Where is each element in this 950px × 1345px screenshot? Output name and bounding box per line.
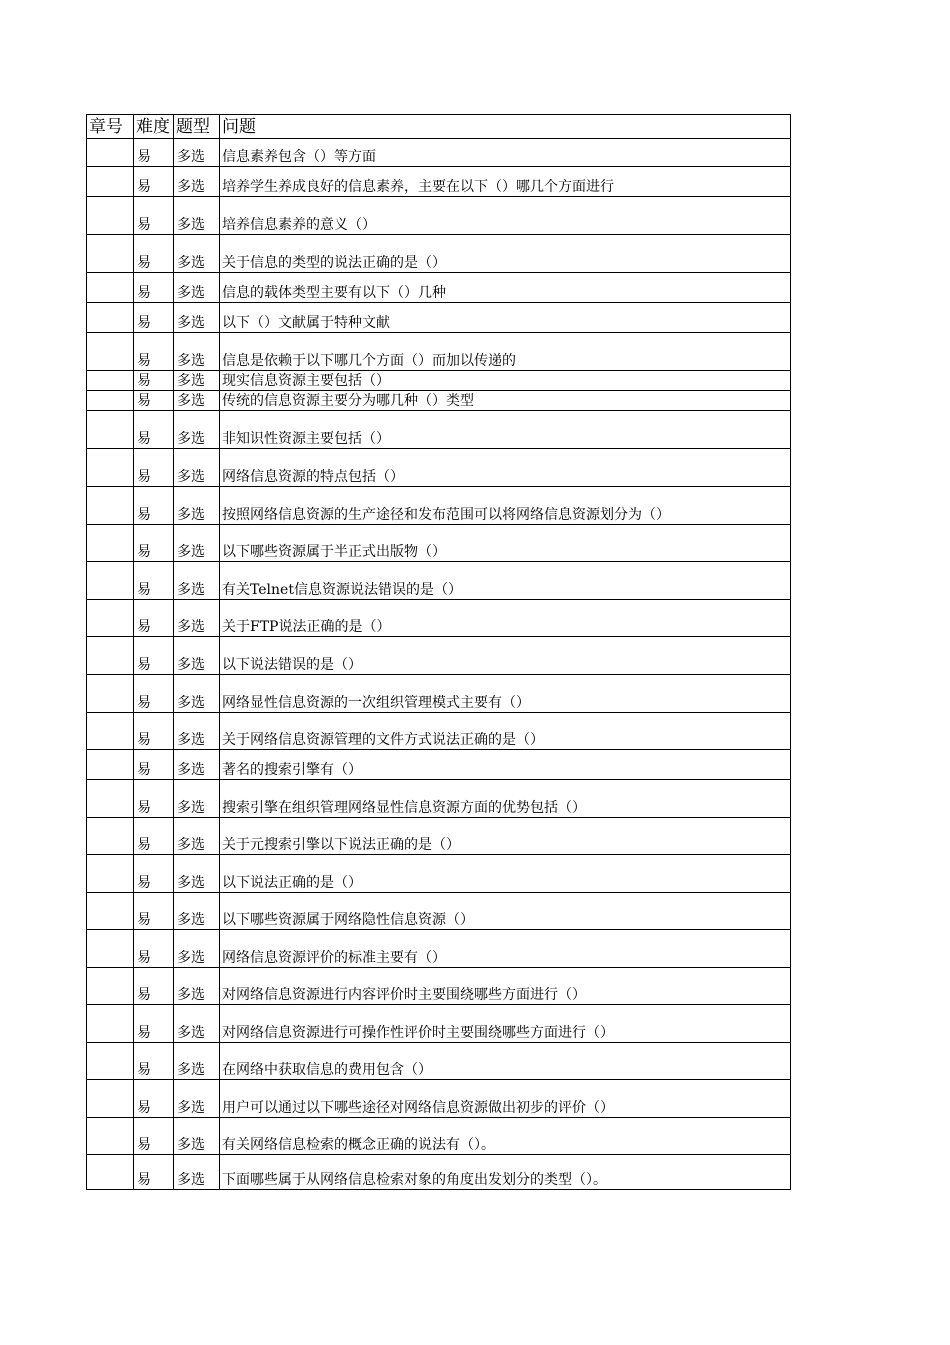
question-table-body: [87, 115, 791, 1190]
cell-chapter[interactable]: [87, 303, 134, 333]
cell-question[interactable]: 下面哪些属于从网络信息检索对象的角度出发划分的类型（）。: [220, 1155, 791, 1190]
cell-question[interactable]: 关于元搜索引擎以下说法正确的是（）: [220, 818, 791, 855]
cell-type[interactable]: 多选: [174, 139, 220, 167]
cell-question[interactable]: 对网络信息资源进行内容评价时主要围绕哪些方面进行（）: [220, 968, 791, 1005]
cell-type[interactable]: 多选: [174, 167, 220, 197]
cell-difficulty[interactable]: 易: [134, 371, 174, 391]
cell-type[interactable]: 多选: [174, 273, 220, 303]
cell-question[interactable]: 关于FTP说法正确的是（）: [220, 600, 791, 637]
cell-type[interactable]: 多选: [174, 371, 220, 391]
table-row: [87, 197, 791, 235]
cell-chapter[interactable]: [87, 600, 134, 637]
cell-difficulty[interactable]: 易: [134, 449, 174, 487]
cell-chapter[interactable]: [87, 197, 134, 235]
cell-type[interactable]: 多选: [174, 562, 220, 600]
cell-chapter[interactable]: [87, 675, 134, 713]
cell-chapter[interactable]: [87, 968, 134, 1005]
cell-chapter[interactable]: [87, 1080, 134, 1118]
cell-type[interactable]: 多选: [174, 303, 220, 333]
cell-chapter[interactable]: [87, 449, 134, 487]
cell-question[interactable]: 有关网络信息检索的概念正确的说法有（）。: [220, 1118, 791, 1155]
cell-difficulty[interactable]: 易: [134, 855, 174, 893]
cell-chapter[interactable]: [87, 139, 134, 167]
table-row: [87, 750, 791, 780]
cell-chapter[interactable]: [87, 1005, 134, 1043]
cell-difficulty[interactable]: 易: [134, 333, 174, 371]
cell-question[interactable]: 著名的搜索引擎有（）: [220, 750, 791, 780]
cell-question[interactable]: 培养学生养成良好的信息素养，主要在以下（）哪几个方面进行: [220, 167, 791, 197]
cell-type[interactable]: 多选: [174, 487, 220, 525]
cell-chapter[interactable]: [87, 235, 134, 273]
cell-difficulty[interactable]: 易: [134, 235, 174, 273]
cell-difficulty[interactable]: 易: [134, 713, 174, 750]
cell-type[interactable]: 多选: [174, 750, 220, 780]
cell-type[interactable]: 多选: [174, 1043, 220, 1080]
table-row: [87, 487, 791, 525]
cell-question[interactable]: 网络信息资源的特点包括（）: [220, 449, 791, 487]
table-row: [87, 637, 791, 675]
cell-type[interactable]: 多选: [174, 637, 220, 675]
cell-type[interactable]: 多选: [174, 1005, 220, 1043]
cell-type[interactable]: 多选: [174, 818, 220, 855]
cell-chapter[interactable]: [87, 391, 134, 411]
cell-type[interactable]: 多选: [174, 780, 220, 818]
table-row: [87, 273, 791, 303]
cell-difficulty[interactable]: 易: [134, 1118, 174, 1155]
cell-type[interactable]: 多选: [174, 1155, 220, 1190]
cell-chapter[interactable]: [87, 1043, 134, 1080]
cell-difficulty[interactable]: 易: [134, 818, 174, 855]
header-difficulty[interactable]: 难度: [134, 115, 174, 139]
cell-difficulty[interactable]: 易: [134, 197, 174, 235]
cell-difficulty[interactable]: 易: [134, 1155, 174, 1190]
table-row: [87, 525, 791, 562]
cell-question[interactable]: 有关Telnet信息资源说法错误的是（）: [220, 562, 791, 600]
cell-type[interactable]: 多选: [174, 411, 220, 449]
cell-question[interactable]: 在网络中获取信息的费用包含（）: [220, 1043, 791, 1080]
cell-question[interactable]: 培养信息素养的意义（）: [220, 197, 791, 235]
table-row: [87, 930, 791, 968]
cell-question[interactable]: 信息是依赖于以下哪几个方面（）而加以传递的: [220, 333, 791, 371]
cell-chapter[interactable]: [87, 525, 134, 562]
cell-question[interactable]: 以下哪些资源属于半正式出版物（）: [220, 525, 791, 562]
cell-type[interactable]: 多选: [174, 930, 220, 968]
cell-type[interactable]: 多选: [174, 600, 220, 637]
cell-type[interactable]: 多选: [174, 968, 220, 1005]
cell-difficulty[interactable]: 易: [134, 1005, 174, 1043]
cell-difficulty[interactable]: 易: [134, 273, 174, 303]
header-question[interactable]: 问题: [220, 115, 791, 139]
cell-difficulty[interactable]: 易: [134, 780, 174, 818]
table-row: [87, 235, 791, 273]
question-table: [86, 114, 791, 1190]
cell-difficulty[interactable]: 易: [134, 930, 174, 968]
cell-difficulty[interactable]: 易: [134, 487, 174, 525]
cell-question[interactable]: 搜索引擎在组织管理网络显性信息资源方面的优势包括（）: [220, 780, 791, 818]
table-row: [87, 303, 791, 333]
header-type[interactable]: 题型: [174, 115, 220, 139]
cell-type[interactable]: 多选: [174, 197, 220, 235]
cell-chapter[interactable]: [87, 273, 134, 303]
cell-type[interactable]: 多选: [174, 713, 220, 750]
cell-question[interactable]: 现实信息资源主要包括（）: [220, 371, 791, 391]
cell-type[interactable]: 多选: [174, 449, 220, 487]
cell-type[interactable]: 多选: [174, 525, 220, 562]
table-row: [87, 818, 791, 855]
cell-chapter[interactable]: [87, 167, 134, 197]
cell-type[interactable]: 多选: [174, 235, 220, 273]
cell-difficulty[interactable]: 易: [134, 391, 174, 411]
table-row: [87, 562, 791, 600]
table-row: [87, 675, 791, 713]
table-row: [87, 968, 791, 1005]
table-row: [87, 371, 791, 391]
table-row: [87, 1043, 791, 1080]
cell-difficulty[interactable]: 易: [134, 637, 174, 675]
cell-type[interactable]: 多选: [174, 391, 220, 411]
cell-chapter[interactable]: [87, 371, 134, 391]
cell-chapter[interactable]: [87, 1118, 134, 1155]
cell-chapter[interactable]: [87, 855, 134, 893]
table-row: [87, 855, 791, 893]
cell-chapter[interactable]: [87, 487, 134, 525]
cell-difficulty[interactable]: 易: [134, 675, 174, 713]
cell-type[interactable]: 多选: [174, 1118, 220, 1155]
cell-difficulty[interactable]: 易: [134, 167, 174, 197]
cell-question[interactable]: 以下说法错误的是（）: [220, 637, 791, 675]
table-row: [87, 449, 791, 487]
cell-difficulty[interactable]: 易: [134, 1043, 174, 1080]
cell-chapter[interactable]: [87, 1155, 134, 1190]
cell-difficulty[interactable]: 易: [134, 525, 174, 562]
table-row: [87, 1155, 791, 1190]
table-row: [87, 1080, 791, 1118]
cell-chapter[interactable]: [87, 333, 134, 371]
cell-chapter[interactable]: [87, 780, 134, 818]
cell-chapter[interactable]: [87, 750, 134, 780]
cell-difficulty[interactable]: 易: [134, 139, 174, 167]
cell-chapter[interactable]: [87, 893, 134, 930]
table-row: [87, 139, 791, 167]
cell-question[interactable]: 用户可以通过以下哪些途径对网络信息资源做出初步的评价（）: [220, 1080, 791, 1118]
table-row: [87, 600, 791, 637]
cell-difficulty[interactable]: 易: [134, 1080, 174, 1118]
cell-type[interactable]: 多选: [174, 1080, 220, 1118]
cell-difficulty[interactable]: 易: [134, 750, 174, 780]
cell-question[interactable]: 以下（）文献属于特种文献: [220, 303, 791, 333]
cell-question[interactable]: 对网络信息资源进行可操作性评价时主要围绕哪些方面进行（）: [220, 1005, 791, 1043]
cell-chapter[interactable]: [87, 637, 134, 675]
cell-chapter[interactable]: [87, 562, 134, 600]
table-row: [87, 391, 791, 411]
cell-question[interactable]: 信息的载体类型主要有以下（）几种: [220, 273, 791, 303]
cell-question[interactable]: 按照网络信息资源的生产途径和发布范围可以将网络信息资源划分为（）: [220, 487, 791, 525]
cell-chapter[interactable]: [87, 411, 134, 449]
cell-difficulty[interactable]: 易: [134, 600, 174, 637]
cell-question[interactable]: 网络显性信息资源的一次组织管理模式主要有（）: [220, 675, 791, 713]
cell-question[interactable]: 关于网络信息资源管理的文件方式说法正确的是（）: [220, 713, 791, 750]
cell-question[interactable]: 关于信息的类型的说法正确的是（）: [220, 235, 791, 273]
cell-question[interactable]: 以下哪些资源属于网络隐性信息资源（）: [220, 893, 791, 930]
cell-chapter[interactable]: [87, 713, 134, 750]
table-row: [87, 1118, 791, 1155]
table-row: [87, 713, 791, 750]
cell-difficulty[interactable]: 易: [134, 893, 174, 930]
cell-difficulty[interactable]: 易: [134, 968, 174, 1005]
header-chapter[interactable]: 章号: [87, 115, 134, 139]
cell-difficulty[interactable]: 易: [134, 411, 174, 449]
cell-type[interactable]: 多选: [174, 675, 220, 713]
cell-difficulty[interactable]: 易: [134, 303, 174, 333]
cell-type[interactable]: 多选: [174, 855, 220, 893]
cell-question[interactable]: 非知识性资源主要包括（）: [220, 411, 791, 449]
table-header-row: [87, 115, 791, 139]
cell-question[interactable]: 传统的信息资源主要分为哪几种（）类型: [220, 391, 791, 411]
table-row: [87, 780, 791, 818]
cell-type[interactable]: 多选: [174, 893, 220, 930]
cell-chapter[interactable]: [87, 818, 134, 855]
table-row: [87, 333, 791, 371]
table-row: [87, 167, 791, 197]
table-row: [87, 411, 791, 449]
cell-question[interactable]: 网络信息资源评价的标准主要有（）: [220, 930, 791, 968]
cell-chapter[interactable]: [87, 930, 134, 968]
cell-question[interactable]: 信息素养包含（）等方面: [220, 139, 791, 167]
cell-difficulty[interactable]: 易: [134, 562, 174, 600]
table-row: [87, 893, 791, 930]
table-row: [87, 1005, 791, 1043]
cell-question[interactable]: 以下说法正确的是（）: [220, 855, 791, 893]
cell-type[interactable]: 多选: [174, 333, 220, 371]
